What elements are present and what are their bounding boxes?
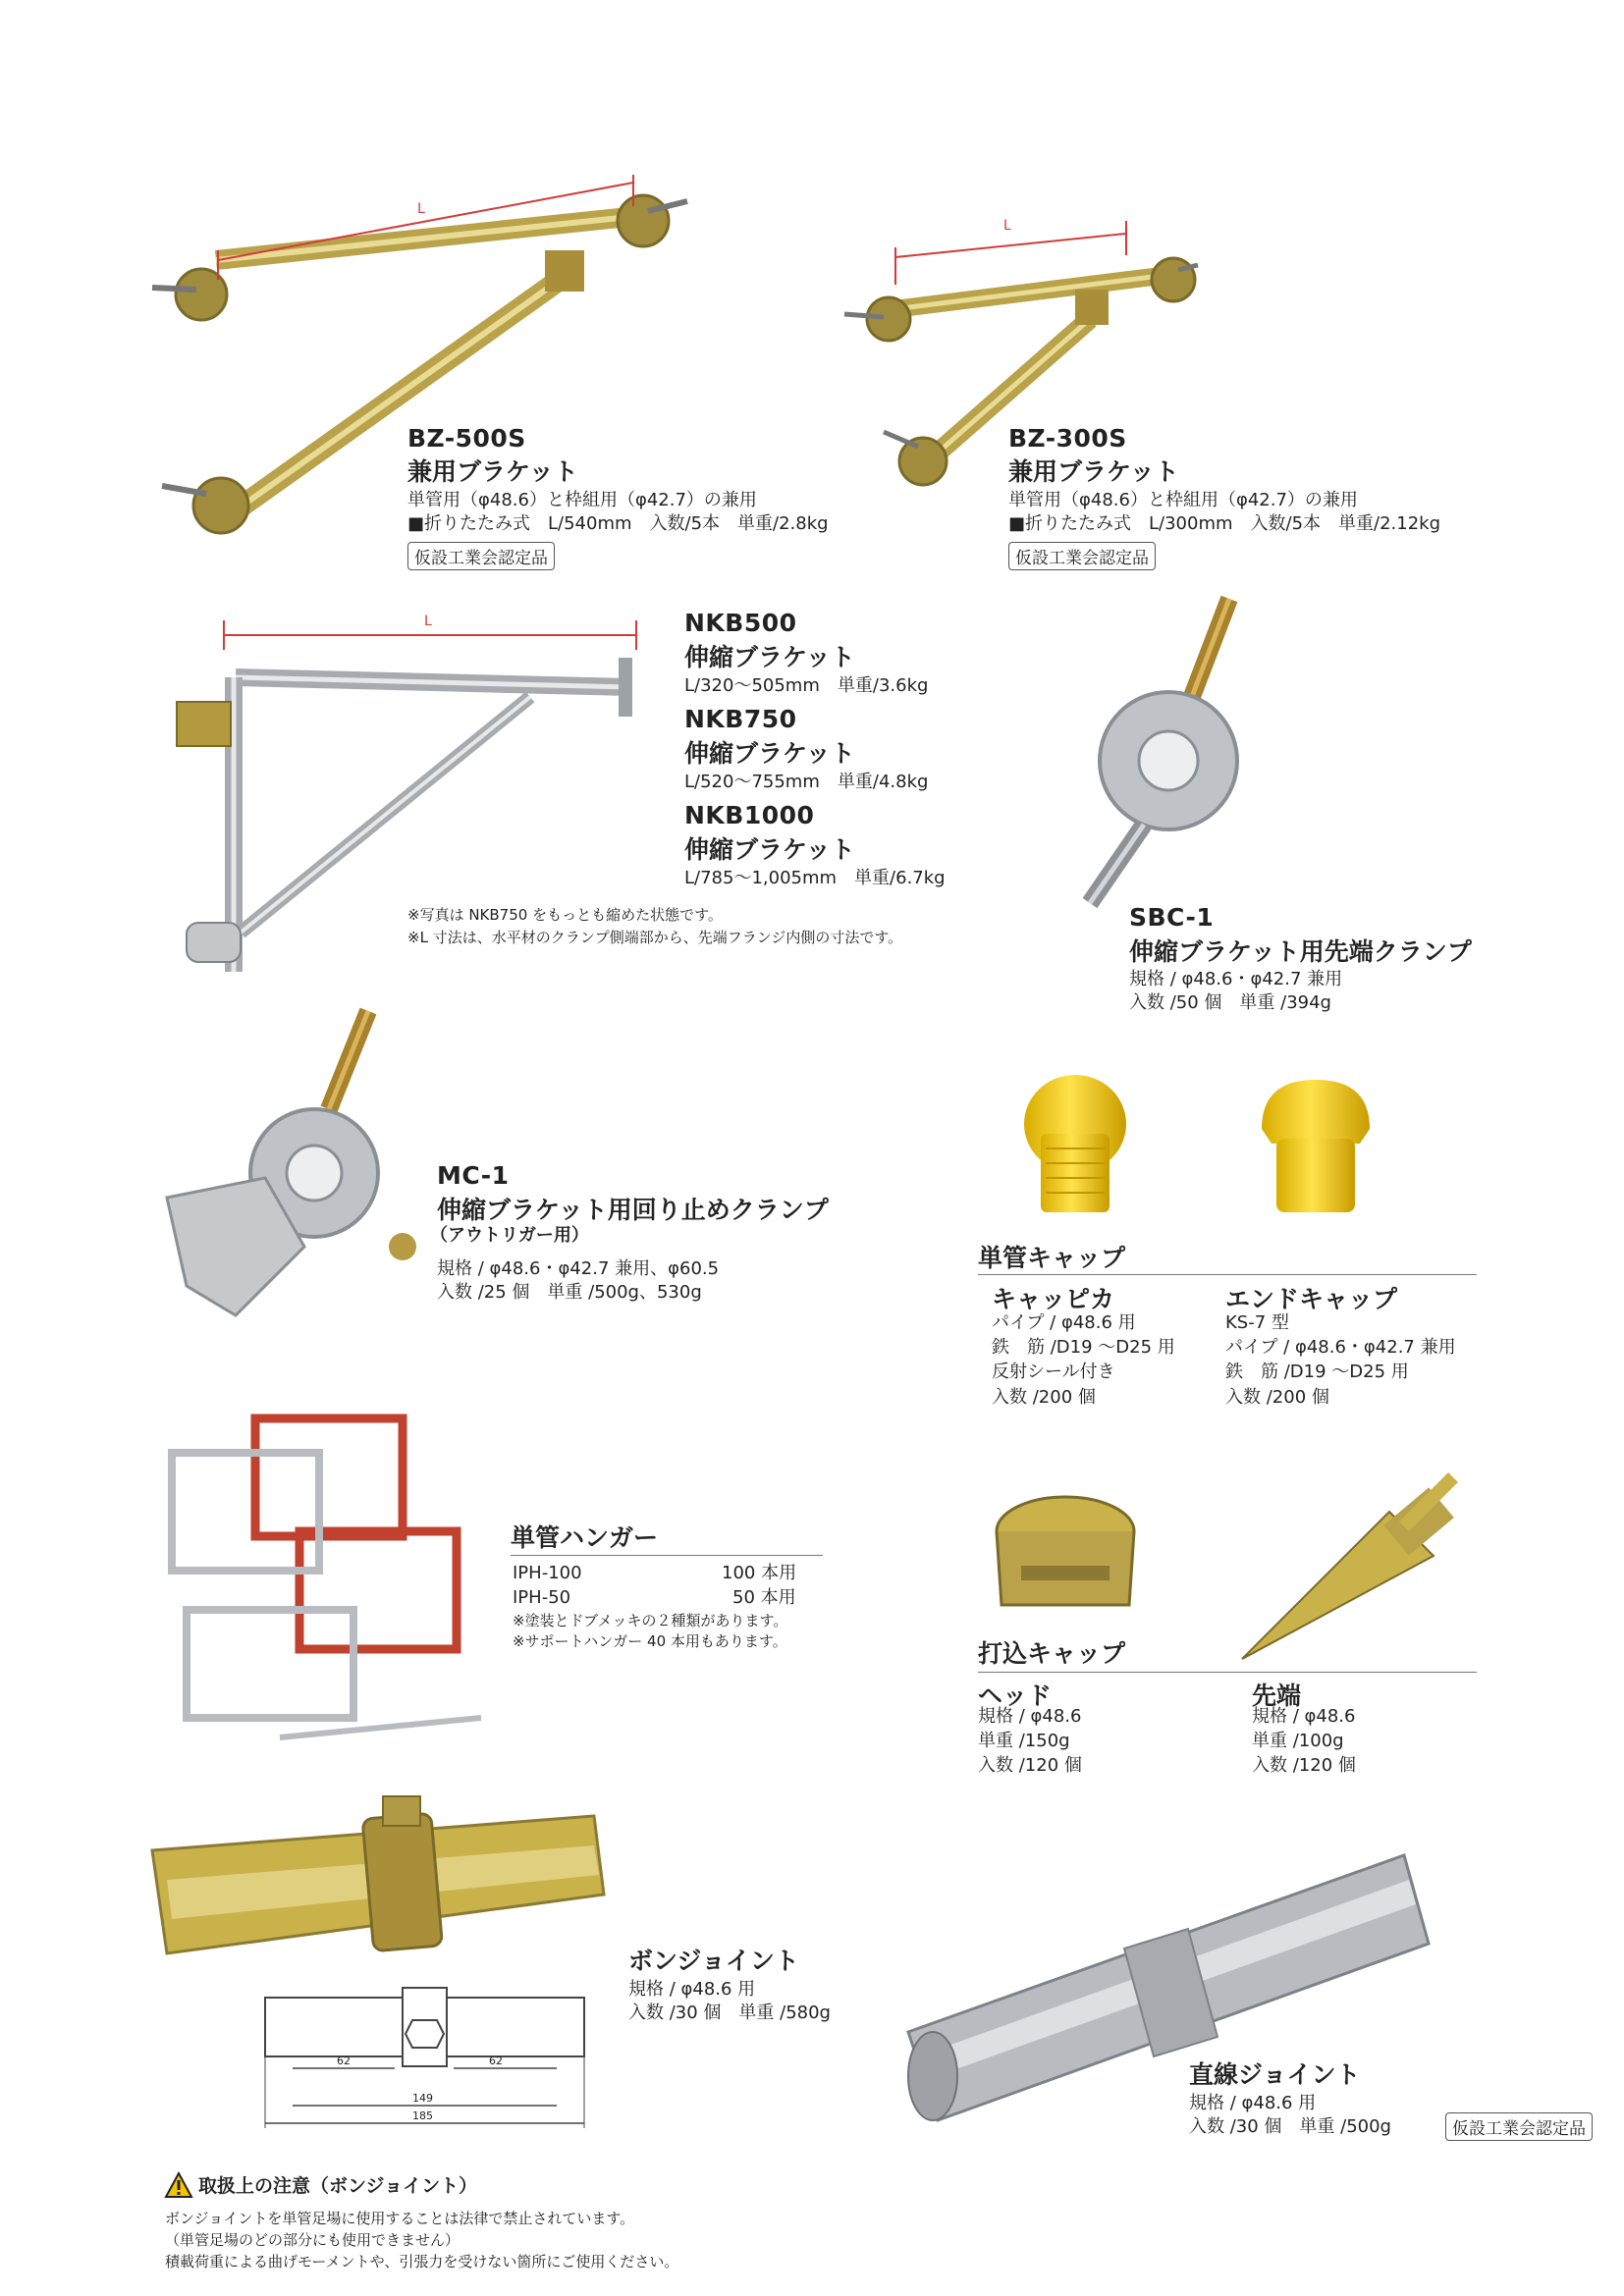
bz500s-cert-badge: 仮設工業会認定品 [407, 542, 555, 570]
straight-joint-name: 直線ジョイント [1189, 2060, 1361, 2089]
bon-dim-a: 62 [337, 2055, 351, 2067]
nkb1000-name: 伸縮ブラケット [684, 835, 855, 864]
nkb500-name: 伸縮ブラケット [684, 643, 855, 671]
capyka-name: キャッピカ [992, 1285, 1115, 1313]
tip-cap-name: 先端 [1252, 1682, 1302, 1710]
capyka-line4: 入数 /200 個 [992, 1387, 1096, 1408]
mc1-spec2: 入数 /25 個 単重 /500g、530g [437, 1282, 702, 1303]
endcap-line4: 入数 /200 個 [1225, 1387, 1329, 1408]
capyka-line1: パイプ / φ48.6 用 [992, 1312, 1136, 1333]
bz300s-spec2: ■折りたたみ式 L/300mm 入数/5本 単重/2.12kg [1008, 513, 1441, 534]
bon-joint-spec1: 規格 / φ48.6 用 [628, 1979, 756, 2000]
nkb750-name: 伸縮ブラケット [684, 739, 855, 768]
endcap-line2: パイプ / φ48.6・φ42.7 兼用 [1225, 1337, 1456, 1358]
nkb500-spec: L/320〜505mm 単重/3.6kg [684, 675, 929, 696]
mc1-sub: （アウトリガー用） [430, 1225, 589, 1246]
bon-joint-spec2: 入数 /30 個 単重 /580g [628, 2002, 831, 2023]
bz300s-cert-badge: 仮設工業会認定品 [1008, 542, 1156, 570]
nkb1000-model: NKB1000 [684, 801, 815, 829]
hanger-note2: ※サポートハンガー 40 本用もあります。 [513, 1632, 787, 1650]
caution-title: 取扱上の注意（ボンジョイント） [198, 2175, 478, 2197]
pipe-cap-title: 単管キャップ [978, 1244, 1126, 1272]
endcap-name: エンドキャップ [1225, 1285, 1398, 1313]
hanger-title: 単管ハンガー [511, 1523, 659, 1552]
bon-dim-c: 149 [412, 2092, 433, 2105]
caution-line1: ボンジョイントを単管足場に使用することは法律で禁止されています。 [165, 2210, 635, 2227]
head-cap-line3: 入数 /120 個 [978, 1755, 1082, 1776]
hanger-row2-qty: 50 本用 [732, 1587, 796, 1608]
head-cap-line2: 単重 /150g [978, 1731, 1070, 1751]
straight-joint-spec2: 入数 /30 個 単重 /500g [1189, 2116, 1391, 2137]
head-cap-line1: 規格 / φ48.6 [978, 1706, 1082, 1727]
hanger-note1: ※塗装とドブメッキの２種類があります。 [513, 1612, 788, 1629]
bon-joint-name: ボンジョイント [628, 1947, 799, 1975]
mc1-model: MC-1 [437, 1161, 510, 1190]
bz500s-model: BZ-500S [407, 424, 526, 453]
straight-joint-cert-badge: 仮設工業会認定品 [1445, 2112, 1593, 2141]
nkb750-model: NKB750 [684, 705, 797, 733]
nkb500-model: NKB500 [684, 609, 797, 637]
mc1-spec1: 規格 / φ48.6・φ42.7 兼用、φ60.5 [437, 1258, 720, 1279]
endcap-line1: KS-7 型 [1225, 1312, 1289, 1333]
hanger-row1-model: IPH-100 [513, 1563, 582, 1583]
bz500s-name: 兼用ブラケット [407, 457, 578, 486]
hanger-row2-model: IPH-50 [513, 1587, 571, 1608]
bz500s-dim-label: L [417, 201, 425, 217]
sbc1-spec1: 規格 / φ48.6・φ42.7 兼用 [1129, 969, 1343, 989]
capyka-line3: 反射シール付き [992, 1362, 1115, 1382]
mc1-name: 伸縮ブラケット用回り止めクランプ [437, 1196, 829, 1224]
capyka-line2: 鉄 筋 /D19 〜D25 用 [992, 1337, 1175, 1358]
nkb-note2: ※L 寸法は、水平材のクランプ側端部から、先端フランジ内側の寸法です。 [407, 929, 903, 946]
bz300s-spec1: 単管用（φ48.6）と枠組用（φ42.7）の兼用 [1008, 490, 1358, 510]
tip-cap-line1: 規格 / φ48.6 [1252, 1706, 1356, 1727]
bon-dim-d: 185 [412, 2109, 433, 2122]
sbc1-model: SBC-1 [1129, 903, 1215, 932]
nkb-dim-label: L [424, 614, 432, 629]
sbc1-spec2: 入数 /50 個 単重 /394g [1129, 992, 1331, 1013]
drive-cap-title: 打込キャップ [978, 1639, 1126, 1668]
caution-line2: （単管足場のどの部分にも使用できません） [165, 2231, 460, 2249]
bz300s-model: BZ-300S [1008, 424, 1127, 453]
bon-dim-b: 62 [489, 2055, 503, 2067]
nkb1000-spec: L/785〜1,005mm 単重/6.7kg [684, 868, 946, 888]
nkb750-spec: L/520〜755mm 単重/4.8kg [684, 772, 929, 792]
warning-icon [165, 2172, 192, 2198]
bz300s-dim-label: L [1003, 218, 1011, 234]
bz300s-name: 兼用ブラケット [1008, 457, 1179, 486]
caution-header [165, 2171, 477, 2198]
bz500s-spec1: 単管用（φ48.6）と枠組用（φ42.7）の兼用 [407, 490, 757, 510]
straight-joint-spec1: 規格 / φ48.6 用 [1189, 2093, 1317, 2113]
straight-joint-image [893, 1836, 1443, 2130]
caution-line3: 積載荷重による曲げモーメントや、引張力を受けない箇所にご使用ください。 [165, 2253, 679, 2270]
nkb-note1: ※写真は NKB750 をもっとも縮めた状態です。 [407, 906, 723, 924]
tip-cap-line3: 入数 /120 個 [1252, 1755, 1356, 1776]
sbc1-name: 伸縮ブラケット用先端クランプ [1129, 937, 1472, 966]
bz500s-spec2: ■折りたたみ式 L/540mm 入数/5本 単重/2.8kg [407, 513, 829, 534]
endcap-line3: 鉄 筋 /D19 〜D25 用 [1225, 1362, 1409, 1382]
tip-cap-line2: 単重 /100g [1252, 1731, 1344, 1751]
hanger-row1-qty: 100 本用 [722, 1563, 797, 1583]
head-cap-name: ヘッド [978, 1682, 1053, 1710]
